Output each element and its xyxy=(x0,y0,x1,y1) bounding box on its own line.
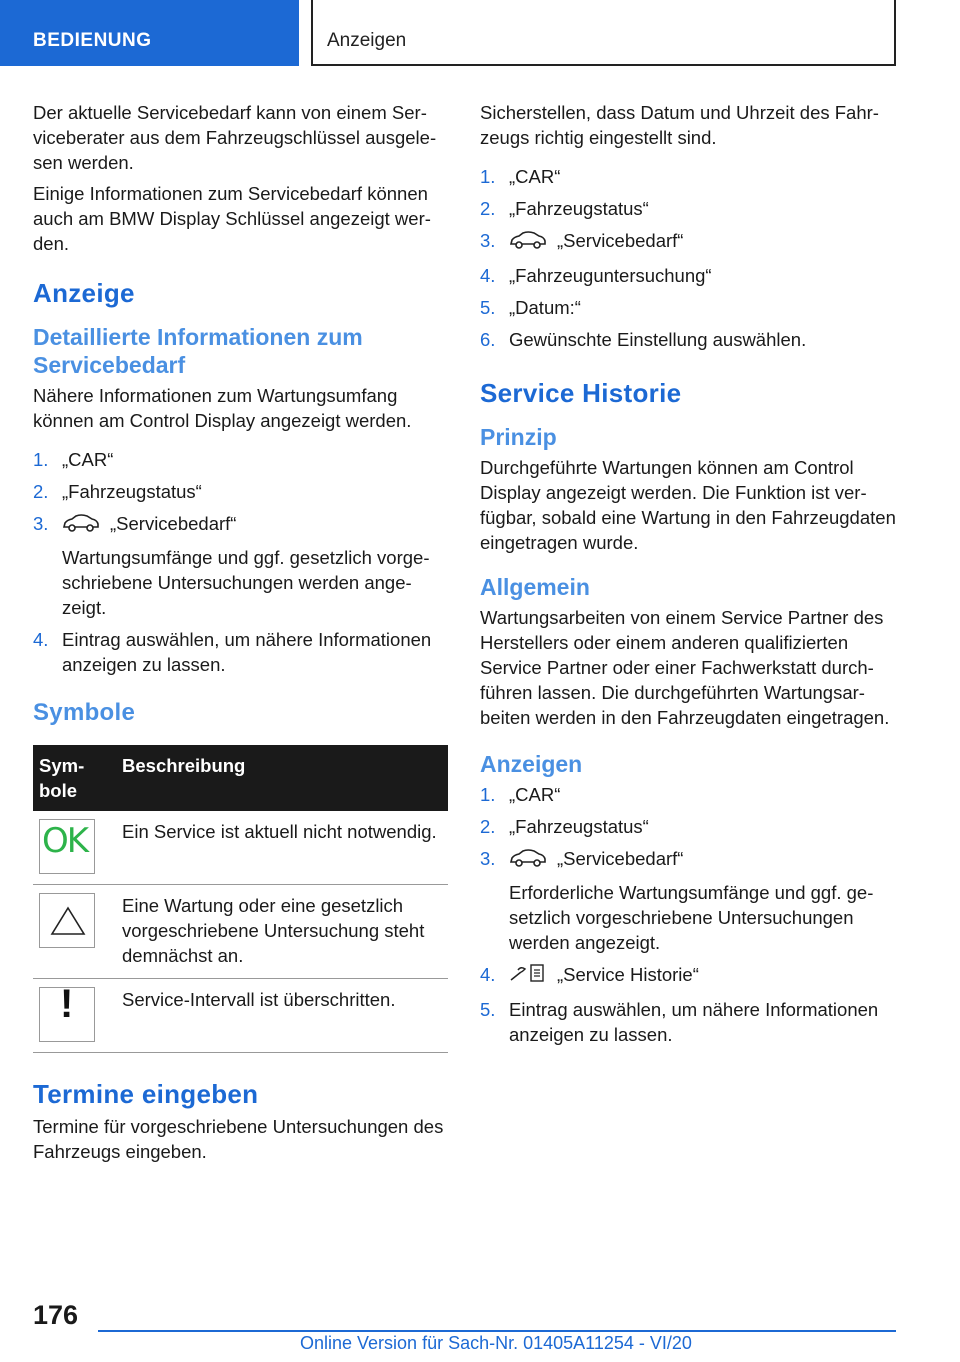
symbol-desc: Ein Service ist aktuell nicht notwendig. xyxy=(116,811,448,885)
historie-steps xyxy=(480,782,900,1047)
header-beschreibung: Beschreibung xyxy=(116,745,448,811)
footer-version: Online Version für Sach-Nr. 01405A11254 - VI/20 xyxy=(300,1333,692,1353)
list-item: 2. „Fahrzeugstatus“ xyxy=(480,198,649,219)
list-item: 1. „CAR“ xyxy=(480,166,561,187)
list-item: 5. „Datum:“ xyxy=(480,297,581,318)
heading-anzeige: Anzeige xyxy=(33,278,135,308)
section-tab xyxy=(0,0,299,66)
table-row xyxy=(33,811,448,885)
intro-paragraph-2: Einige Informationen zum Servicebedarf können auch am BMW Display Schlüssel angezeigt werden. xyxy=(33,183,431,254)
list-item: 3. „Servicebedarf“ xyxy=(480,228,900,256)
exclamation-icon: ! xyxy=(39,987,95,1042)
list-item: 6. Gewünschte Einstellung auswählen. xyxy=(480,329,807,350)
list-item: 4. „Fahrzeuguntersuchung“ xyxy=(480,265,712,286)
intro-paragraph-1: Der aktuelle Servicebedarf kann von einem Serviceberater aus dem Fahrzeugschlüssel ausgelesen werden. xyxy=(33,102,437,173)
date-intro-paragraph: Sicherstellen, dass Datum und Uhrzeit des Fahrzeugs richtig eingestellt sind. xyxy=(480,102,879,148)
list-item: 1. „CAR“ xyxy=(480,784,561,805)
heading-allgemein: Allgemein xyxy=(480,574,590,600)
list-item: 2. „Fahrzeugstatus“ xyxy=(480,816,649,837)
list-item: 3. „Servicebedarf“ Wartungsumfänge und ggf. gesetzlich vorgeschriebene Untersuchungen werden angezeigt. xyxy=(33,513,430,618)
right-column xyxy=(480,100,900,1054)
list-item: 2. „Fahrzeugstatus“ xyxy=(33,481,202,502)
table-row xyxy=(33,885,448,979)
heading-prinzip: Prinzip xyxy=(480,424,557,450)
detail-steps xyxy=(33,447,448,677)
ok-icon: OK xyxy=(39,819,95,874)
list-item: 1. „CAR“ xyxy=(33,449,114,470)
chapter-title: Anzeigen xyxy=(327,30,407,51)
heading-historie: Service Historie xyxy=(480,378,682,408)
date-steps xyxy=(480,164,900,352)
heading-detail: Detaillierte Informationen zum Servicebedarf xyxy=(33,324,363,378)
page-number: 176 xyxy=(33,1300,79,1330)
service-history-icon xyxy=(509,962,547,990)
car-icon xyxy=(62,513,100,539)
warning-triangle-icon xyxy=(39,893,95,948)
list-item: 4. „Service Historie“ xyxy=(480,962,900,990)
allgemein-paragraph: Wartungsarbeiten von einem Service Partner des Herstellers oder einem anderen qualifizierten Service Partner oder einer Fachwerkstatt durchführen lassen. Die durchgeführten Wartungsarbeiten werden in den Fahrzeugdaten eingetragen. xyxy=(480,607,890,728)
footer-divider xyxy=(98,1330,896,1332)
termine-paragraph: Termine für vorgeschriebene Untersuchungen des Fahrzeugs eingeben. xyxy=(33,1116,444,1162)
chapter-header xyxy=(311,0,896,66)
car-icon xyxy=(509,848,547,874)
list-item: 4. Eintrag auswählen, um nähere Informationen anzeigen zu lassen. xyxy=(33,629,432,675)
left-column xyxy=(33,100,448,1170)
symbol-desc: Eine Wartung oder eine gesetzlich vorgeschriebene Untersuchung steht demnächst an. xyxy=(116,885,448,979)
header-symbole: Symbole xyxy=(33,745,116,811)
car-icon xyxy=(509,230,547,256)
table-row xyxy=(33,979,448,1053)
detail-paragraph: Nähere Informationen zum Wartungsumfang können am Control Display angezeigt werden. xyxy=(33,385,412,431)
heading-anzeigen: Anzeigen xyxy=(480,751,583,777)
list-item: 3. „Servicebedarf“ Erforderliche Wartungsumfänge und ggf. gesetzlich vorgeschriebene Untersuchungen werden angezeigt. xyxy=(480,848,874,953)
symbol-desc: Service-Intervall ist überschritten. xyxy=(116,979,448,1053)
symbol-table xyxy=(33,745,448,1053)
prinzip-paragraph: Durchgeführte Wartungen können am Control Display angezeigt werden. Die Funktion ist verfügbar, sobald eine Wartung in den Fahrzeugdaten eingetragen wurde. xyxy=(480,457,896,553)
heading-termine: Termine eingeben xyxy=(33,1079,259,1109)
table-header-row xyxy=(33,745,448,811)
heading-symbole: Symbole xyxy=(33,699,136,726)
section-label: BEDIENUNG xyxy=(33,30,152,51)
list-item: 5. Eintrag auswählen, um nähere Informationen anzeigen zu lassen. xyxy=(480,999,879,1045)
